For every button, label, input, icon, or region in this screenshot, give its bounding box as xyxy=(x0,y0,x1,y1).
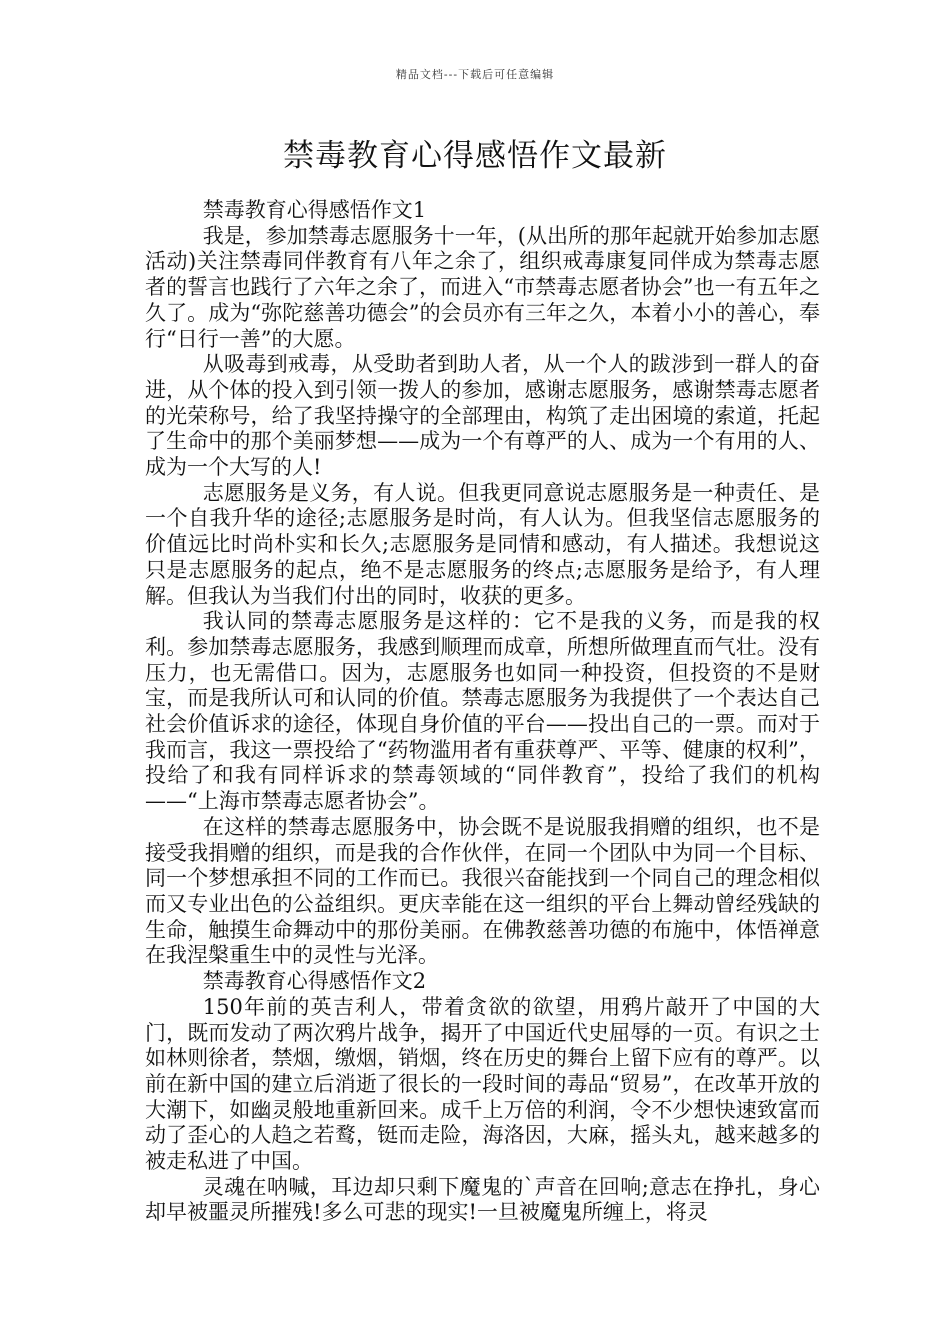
section-heading-2: 禁毒教育心得感悟作文2 xyxy=(202,969,427,994)
paragraph: 在这样的禁毒志愿服务中，协会既不是说服我捐赠的组织，也不是接受我捐赠的组织，而是我的合作伙伴，在同一个团队中为同一个目标、同一个梦想承担不同的工作而已。我很兴奋能找到一个同自己的理念相似而又专业出色的公益组织。更庆幸能在这一组织的平台上舞动曾经残缺的生命，触摸生命舞动中的那份美丽。在佛教慈善功德的布施中，体悟禅意在我涅槃重生中的灵性与光泽。 xyxy=(145,814,820,968)
document-body xyxy=(145,198,820,1226)
paragraph: 我是，参加禁毒志愿服务十一年，(从出所的那年起就开始参加志愿活动)关注禁毒同伴教育有八年之余了，组织戒毒康复同伴成为禁毒志愿者的誓言也践行了六年之余了，而进入“市禁毒志愿者协会”也一有五年之久了。成为“弥陀慈善功德会”的会员亦有三年之久，本着小小的善心，奉行“日行一善”的大愿。 xyxy=(145,223,820,351)
document-title: 禁毒教育心得感悟作文最新 xyxy=(283,138,667,174)
paragraph: 志愿服务是义务，有人说。但我更同意说志愿服务是一种责任、是一个自我升华的途径;志愿服务是时尚，有人认为。但我坚信志愿服务的价值远比时尚朴实和长久;志愿服务是同情和感动，有人描述。我想说这只是志愿服务的起点，绝不是志愿服务的终点;志愿服务是给予，有人理解。但我认为当我们付出的同时，收获的更多。 xyxy=(145,480,820,608)
paragraph: 灵魂在呐喊，耳边却只剩下魔鬼的`声音在回响;意志在挣扎，身心却早被噩灵所摧残!多么可悲的现实!一旦被魔鬼所缠上，将灵 xyxy=(145,1174,820,1225)
section-heading-1: 禁毒教育心得感悟作文1 xyxy=(202,198,427,222)
paragraph: 150年前的英吉利人，带着贪欲的欲望，用鸦片敲开了中国的大门，既而发动了两次鸦片战争，揭开了中国近代史屈辱的一页。有识之士如林则徐者，禁烟，缴烟，销烟，终在历史的舞台上留下应有的尊严。以前在新中国的建立后消逝了很长的一段时间的毒品“贸易”，在改革开放的大潮下，如幽灵般地重新回来。成千上万倍的利润，令不少想快速致富而动了歪心的人趋之若鹜，铤而走险，海洛因，大麻，摇头丸，越来越多的被走私进了中国。 xyxy=(145,994,820,1174)
paragraph: 我认同的禁毒志愿服务是这样的：它不是我的义务，而是我的权利。参加禁毒志愿服务，我感到顺理而成章，所想所做理直而气壮。没有压力，也无需借口。因为，志愿服务也如同一种投资，但投资的不是财宝，而是我所认可和认同的价值。禁毒志愿服务为我提供了一个表达自己社会价值诉求的途径，体现自身价值的平台——投出自己的一票。而对于我而言，我这一票投给了“药物滥用者有重获尊严、平等、健康的权利”，投给了和我有同样诉求的禁毒领域的“同伴教育”，投给了我们的机构——“上海市禁毒志愿者协会”。 xyxy=(145,609,820,814)
header-note: 精品文档---下载后可任意编辑 xyxy=(395,68,555,81)
paragraph: 从吸毒到戒毒，从受助者到助人者，从一个人的跋涉到一群人的奋进，从个体的投入到引领一拨人的参加，感谢志愿服务，感谢禁毒志愿者的光荣称号，给了我坚持操守的全部理由，构筑了走出困境的索道，托起了生命中的那个美丽梦想——成为一个有尊严的人、成为一个有用的人、成为一个大写的人! xyxy=(145,352,820,480)
